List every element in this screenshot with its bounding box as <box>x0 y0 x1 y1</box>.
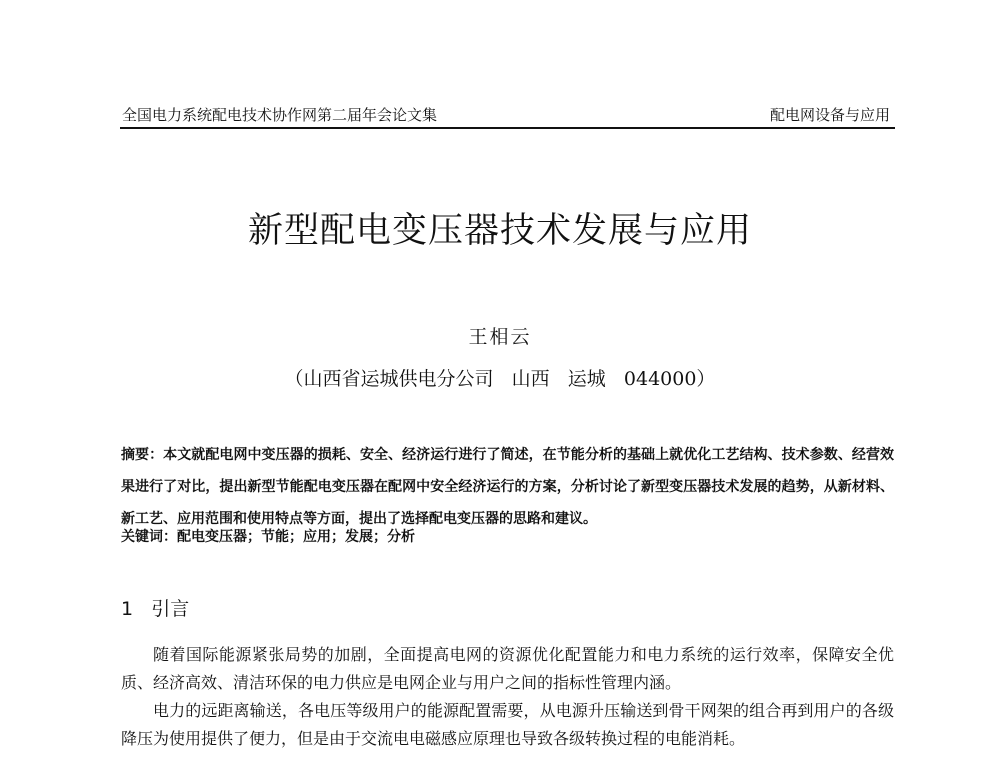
running-header-right: 配电网设备与应用 <box>769 106 890 124</box>
section-body <box>121 641 894 753</box>
keywords-text: 配电变压器；节能；应用；发展；分析 <box>177 529 415 545</box>
keywords-label: 关键词： <box>121 529 177 545</box>
author-name: 王相云 <box>468 326 532 348</box>
abstract-text: 本文就配电网中变压器的损耗、安全、经济运行进行了简述，在节能分析的基础上就优化工艺结构、技术参数、经营效果进行了对比，提出新型节能配电变压器在配网中安全经济运行的方案，分析讨论了新型变压器技术发展的趋势，从新材料、新工艺、应用范围和使用特点等方面，提出了选择配电变压器的思路和建议。 <box>121 447 895 527</box>
body-paragraph: 随着国际能源紧张局势的加剧，全面提高电网的资源优化配置能力和电力系统的运行效率，保障安全优质、经济高效、清洁环保的电力供应是电网企业与用户之间的指标性管理内涵。 <box>121 645 894 692</box>
body-paragraph: 电力的远距离输送，各电压等级用户的能源配置需要，从电源升压输送到骨干网架的组合再到用户的各级降压为使用提供了便力，但是由于交流电电磁感应原理也导致各级转换过程的电能消耗。 <box>121 701 894 748</box>
section-heading-introduction: 1 引言 <box>121 598 190 620</box>
author-affiliation: （山西省运城供电分公司 山西 运城 044000） <box>284 368 716 390</box>
paper-title: 新型配电变压器技术发展与应用 <box>247 211 752 251</box>
abstract-label: 摘要： <box>121 447 164 463</box>
abstract <box>121 439 894 535</box>
keywords <box>121 525 894 549</box>
header-divider <box>120 127 895 129</box>
running-header-left: 全国电力系统配电技术协作网第二届年会论文集 <box>122 106 438 124</box>
